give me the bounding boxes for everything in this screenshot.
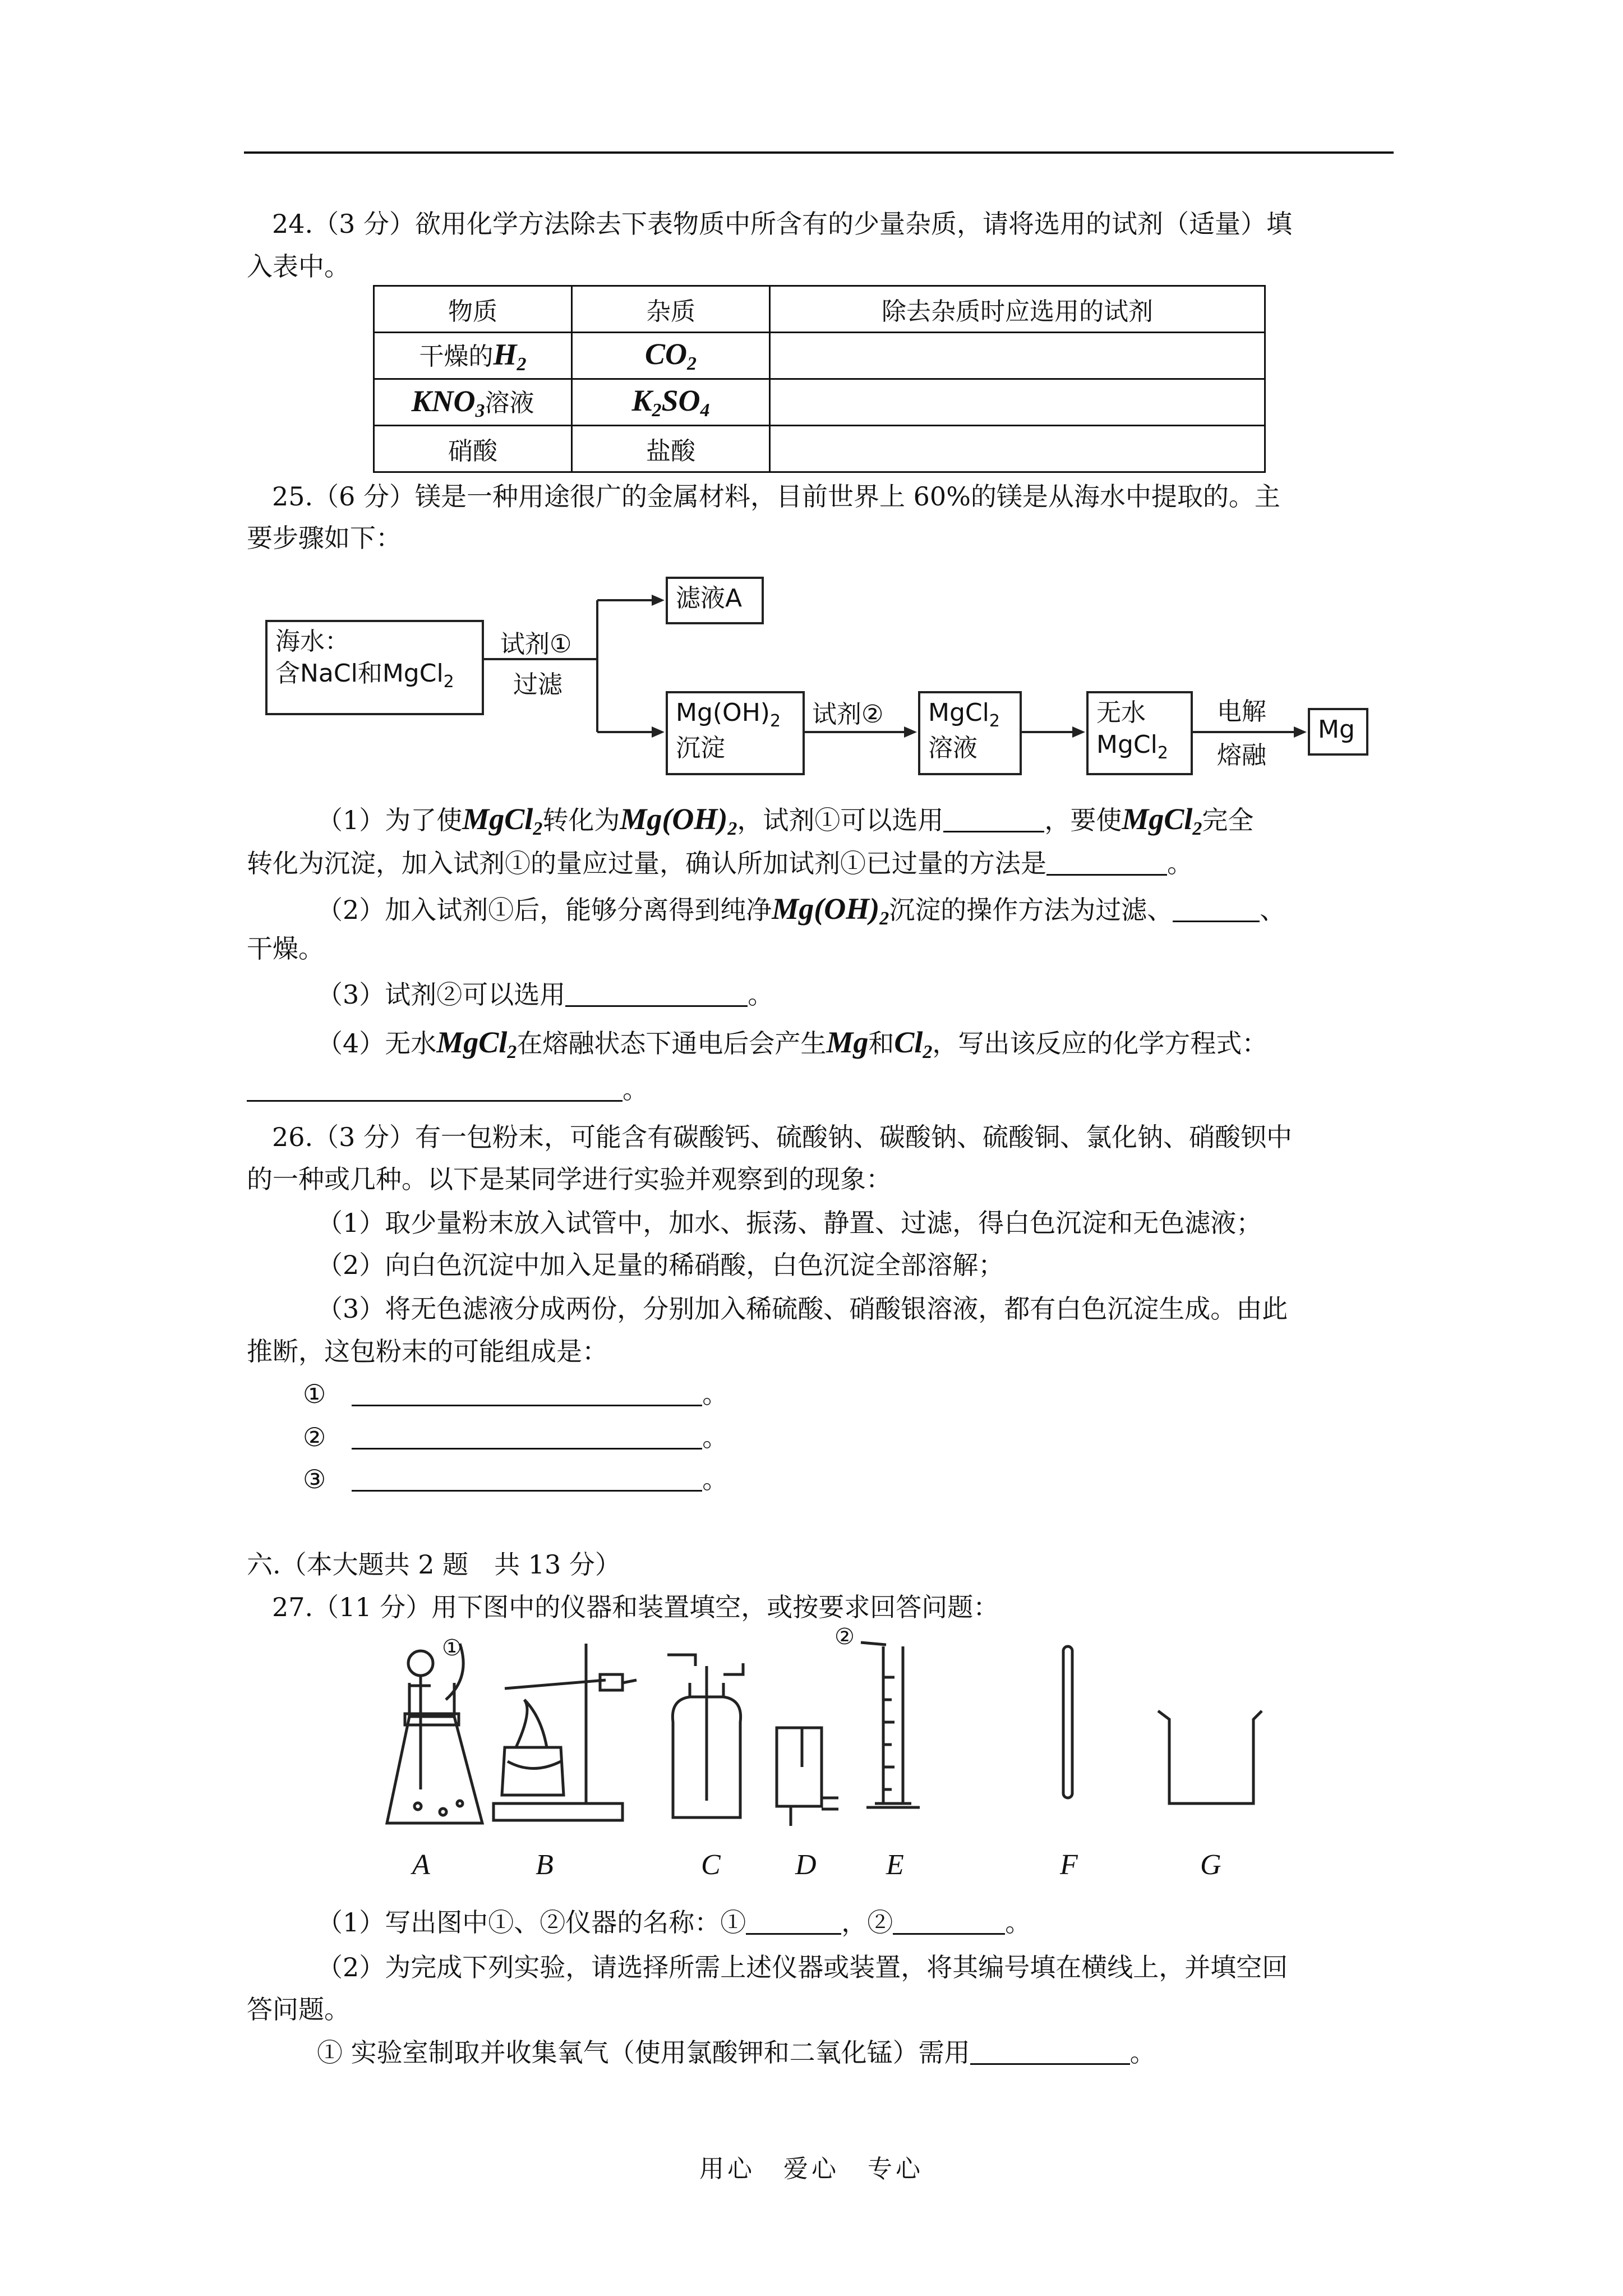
anhydrous-label: 无水 xyxy=(1096,698,1146,727)
mgcl2-label: MgCl$_2$ xyxy=(928,698,1000,731)
q25-stem-line1: 25.（6 分）镁是一种用途很广的金属材料，目前世界上 60%的镁是从海水中提取的。主 xyxy=(272,481,1280,512)
q25-part4-line2: 。 xyxy=(247,1074,648,1105)
apparatus-marker-1: ① xyxy=(442,1635,462,1661)
glass-rod-icon xyxy=(1063,1646,1072,1798)
mg-product-box: Mg xyxy=(1308,708,1368,756)
filter-label: 过滤 xyxy=(513,670,562,699)
answer-blank-oxygen-apparatus[interactable] xyxy=(970,2041,1130,2065)
anhydrous-mgcl2-label: MgCl$_2$ xyxy=(1096,730,1168,763)
electrolysis-label: 电解 xyxy=(1217,697,1266,726)
q24-stem-line2: 入表中。 xyxy=(247,251,350,282)
table-cell-substance: 干燥的$H_2$ xyxy=(374,333,572,379)
apparatus-label-g: G xyxy=(1200,1849,1221,1881)
q26-stem-line2: 的一种或几种。以下是某同学进行实验并观察到的现象： xyxy=(247,1164,892,1194)
alcohol-lamp-heating-stand-icon xyxy=(494,1644,637,1820)
apparatus-label-d: D xyxy=(795,1849,817,1881)
q25-part3: （3）试剂②可以选用 。 xyxy=(317,979,774,1010)
q26-option-3: ③ 。 xyxy=(303,1464,728,1494)
q26-step1: （1）取少量粉末放入试管中，加水、振荡、静置、过滤，得白色沉淀和无色滤液； xyxy=(317,1208,1262,1238)
q26-stem-line1: 26.（3 分）有一包粉末，可能含有碳酸钙、硫酸钠、碳酸钠、硫酸铜、氯化钠、硝酸钡中 xyxy=(272,1122,1293,1152)
table-header-substance: 物质 xyxy=(374,286,572,333)
answer-blank-instrument-1[interactable] xyxy=(746,1911,841,1935)
filtrate-a-box: 滤液A xyxy=(666,577,764,624)
q26-option-1: ① 。 xyxy=(303,1379,728,1409)
reagent2-label: 试剂② xyxy=(812,700,884,729)
beaker-icon xyxy=(1158,1711,1262,1803)
table-cell-substance: $KNO_3$溶液 xyxy=(374,379,572,426)
q26-step2: （2）向白色沉淀中加入足量的稀硝酸，白色沉淀全部溶解； xyxy=(317,1250,1004,1280)
gas-washing-bottle-icon xyxy=(667,1655,743,1818)
section-6-heading: 六.（本大题共 2 题 共 13 分） xyxy=(247,1549,621,1580)
precipitate-label: 沉淀 xyxy=(676,733,725,762)
seawater-composition: 含NaCl和MgCl$_2$ xyxy=(275,659,454,692)
q25-part1-line1: （1）为了使MgCl$_2$转化为$Mg(OH)_2$，试剂①可以选用 ，要使MgCl$_2$完全 xyxy=(317,802,1254,840)
table-header-reagent: 除去杂质时应选用的试剂 xyxy=(770,286,1265,333)
q26-option-2: ② 。 xyxy=(303,1422,728,1452)
table-cell-substance: 硝酸 xyxy=(374,426,572,472)
apparatus-label-f: F xyxy=(1060,1849,1078,1881)
seawater-label: 海水： xyxy=(275,627,349,656)
q25-stem-line2: 要步骤如下： xyxy=(247,523,402,553)
q27-part2-line2: 答问题。 xyxy=(247,1994,350,2024)
mg-oh2-label: $Mg(OH)_2$ xyxy=(676,698,781,731)
q26-step3-line1: （3）将无色滤液分成两份，分别加入稀硫酸、硝酸银溶液，都有白色沉淀生成。由此 xyxy=(317,1294,1288,1324)
drying-tube-icon xyxy=(777,1728,838,1826)
table-header-impurity: 杂质 xyxy=(572,286,770,333)
graduated-cylinder-icon xyxy=(861,1642,920,1807)
q25-part2-line2: 干燥。 xyxy=(247,933,324,964)
q25-part1-line2: 转化为沉淀，加入试剂①的量应过量，确认所加试剂①已过量的方法是 。 xyxy=(247,848,1193,878)
q24-stem-line1: 24.（3 分）欲用化学方法除去下表物质中所含有的少量杂质，请将选用的试剂（适量）填 xyxy=(272,209,1293,239)
table-cell-impurity: $K_2SO_4$ xyxy=(572,379,770,426)
molten-label: 熔融 xyxy=(1217,741,1266,770)
solution-label: 溶液 xyxy=(928,733,978,762)
apparatus-marker-2: ② xyxy=(834,1624,855,1650)
q27-part1: （1）写出图中①、②仪器的名称：① ，② 。 xyxy=(317,1907,1031,1938)
apparatus-label-a: A xyxy=(412,1849,430,1881)
apparatus-label-e: E xyxy=(886,1849,904,1881)
apparatus-label-c: C xyxy=(701,1849,721,1881)
q25-part4-line1: （4）无水MgCl$_2$在熔融状态下通电后会产生Mg和$Cl_2$，写出该反应的化学方程式： xyxy=(317,1025,1268,1063)
page-footer: 用心 爱心 专心 xyxy=(699,2155,924,2183)
table-cell-impurity: 盐酸 xyxy=(572,426,770,472)
apparatus-label-b: B xyxy=(536,1849,554,1881)
q27-stem: 27.（11 分）用下图中的仪器和装置填空，或按要求回答问题： xyxy=(272,1592,999,1622)
q26-step3-line2: 推断，这包粉末的可能组成是： xyxy=(247,1336,608,1366)
table-cell-impurity: $CO_2$ xyxy=(572,333,770,379)
q27-part2-line1: （2）为完成下列实验，请选择所需上述仪器或装置，将其编号填在横线上，并填空回 xyxy=(317,1952,1288,1982)
conical-flask-with-funnel-icon xyxy=(387,1644,482,1823)
q27-part3: ① 实验室制取并收集氧气（使用氯酸钾和二氧化锰）需用 。 xyxy=(317,2037,1156,2068)
q25-part2-line1: （2）加入试剂①后，能够分离得到纯净$Mg(OH)_2$沉淀的操作方法为过滤、 、 xyxy=(317,892,1286,930)
answer-blank-instrument-2[interactable] xyxy=(893,1911,1005,1935)
reagent1-label: 试剂① xyxy=(500,630,572,659)
